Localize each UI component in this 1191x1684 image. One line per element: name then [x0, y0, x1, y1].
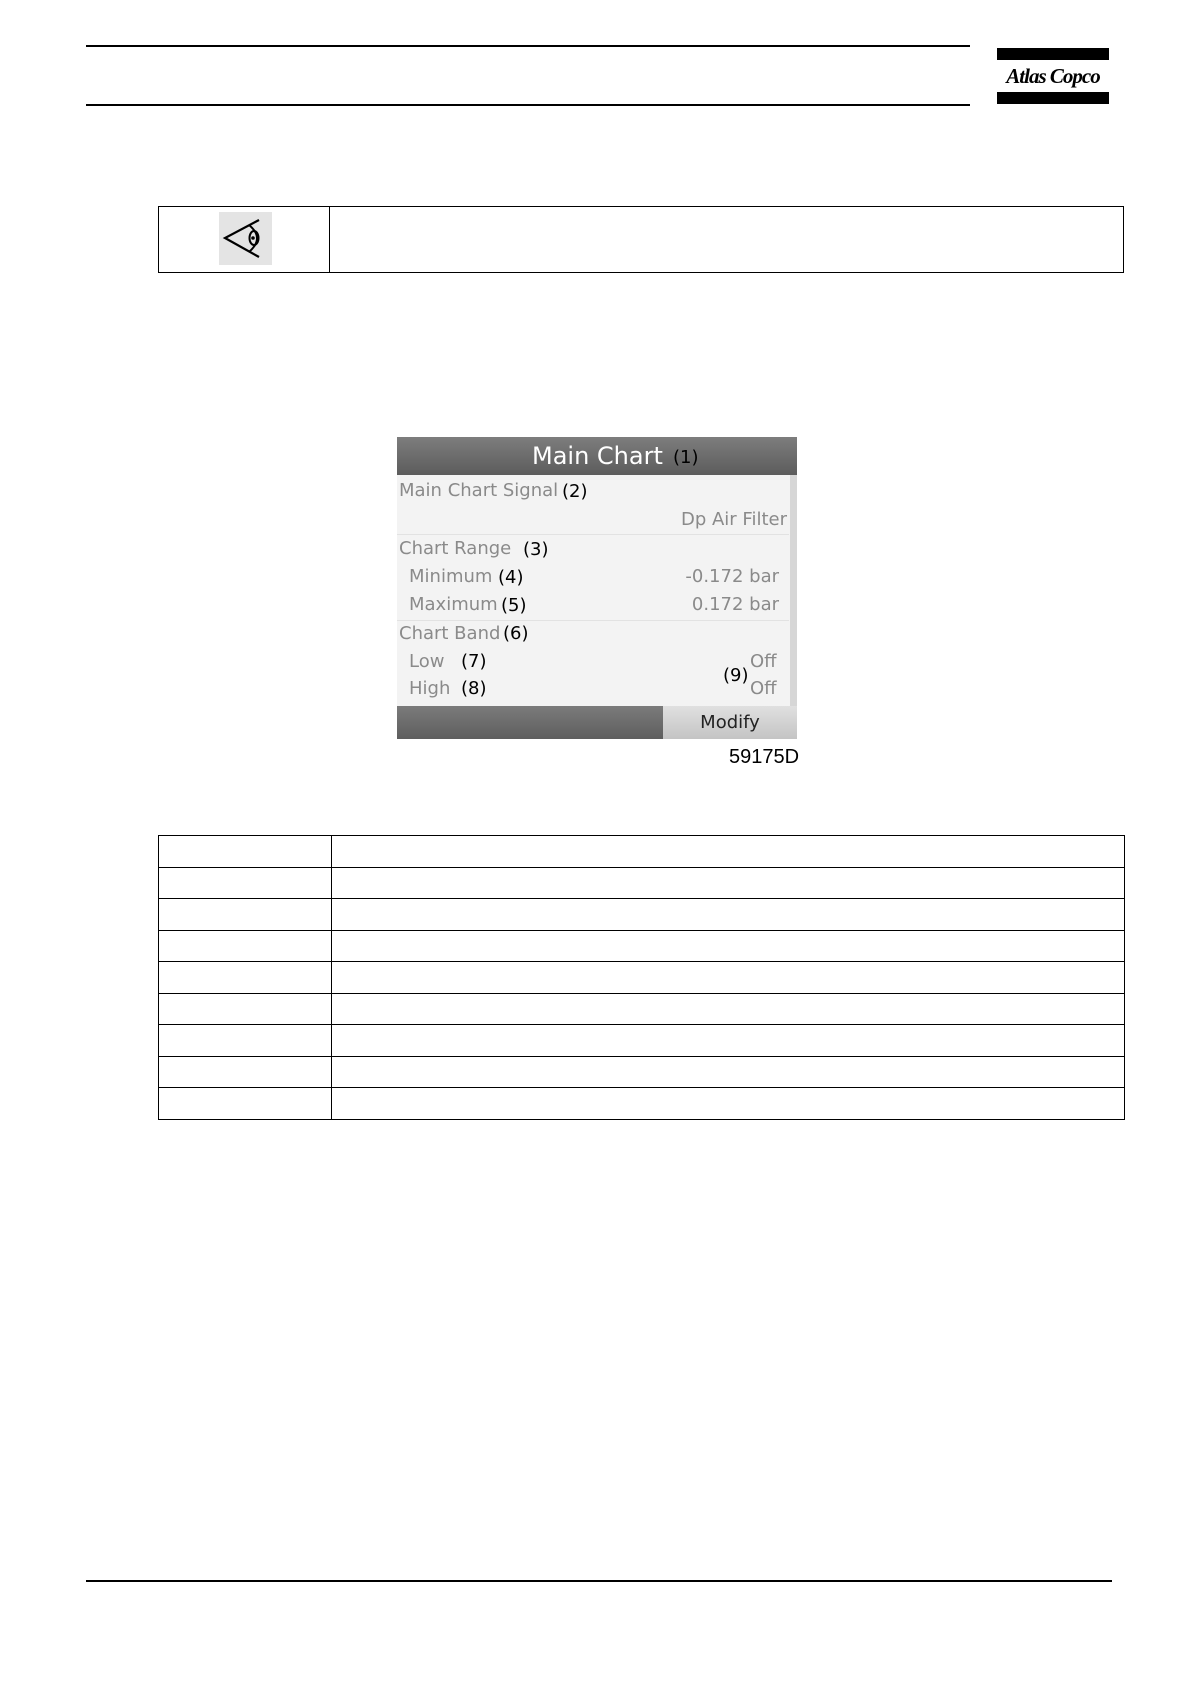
high-label: High: [409, 678, 451, 699]
legend-table: [158, 835, 1125, 1120]
separator: [397, 534, 789, 535]
low-label: Low: [409, 651, 445, 672]
legend-designation-cell: [332, 1056, 1125, 1088]
legend-row: [159, 993, 1125, 1025]
callout-9: (9): [723, 665, 749, 686]
legend-row: [159, 836, 1125, 868]
legend-designation-cell: [332, 899, 1125, 931]
legend-row: [159, 867, 1125, 899]
logo-text: Atlas Copco: [1006, 64, 1100, 88]
callout-7: (7): [461, 651, 487, 672]
legend-reference-cell: [159, 1025, 332, 1057]
legend-reference-cell: [159, 836, 332, 868]
legend-reference-cell: [159, 867, 332, 899]
legend-reference-cell: [159, 899, 332, 931]
minimum-label: Minimum: [409, 566, 493, 587]
callout-6: (6): [503, 623, 529, 644]
legend-row: [159, 1088, 1125, 1120]
screen-title-bar: [397, 437, 797, 475]
legend-reference-cell: [159, 962, 332, 994]
chart-band-label: Chart Band: [399, 623, 501, 644]
low-value[interactable]: Off: [750, 651, 777, 672]
separator: [397, 620, 789, 621]
footer-rule: [86, 1580, 1112, 1582]
chart-range-label: Chart Range: [399, 538, 512, 559]
minimum-value[interactable]: -0.172 bar: [685, 566, 779, 587]
maximum-label: Maximum: [409, 594, 498, 615]
legend-row: [159, 1056, 1125, 1088]
logo-bar-bottom: [997, 92, 1109, 104]
callout-1: (1): [673, 447, 699, 468]
screen-scrollbar[interactable]: [790, 475, 797, 706]
legend-designation-cell: [332, 930, 1125, 962]
legend-row: [159, 899, 1125, 931]
main-chart-screen: [397, 437, 797, 739]
callout-2: (2): [562, 481, 588, 502]
legend-row: [159, 930, 1125, 962]
legend-reference-cell: [159, 1088, 332, 1120]
header-rule-bottom: [86, 104, 970, 106]
eye-icon: [219, 212, 272, 265]
callout-4: (4): [498, 567, 524, 588]
screen-title: Main Chart: [532, 442, 663, 470]
callout-8: (8): [461, 678, 487, 699]
legend-designation-cell: [332, 867, 1125, 899]
atlas-copco-logo: [997, 48, 1109, 104]
legend-reference-cell: [159, 1056, 332, 1088]
main-chart-signal-value[interactable]: Dp Air Filter: [680, 509, 787, 530]
legend-row: [159, 1025, 1125, 1057]
legend-reference-cell: [159, 993, 332, 1025]
callout-3: (3): [523, 539, 549, 560]
legend-reference-cell: [159, 930, 332, 962]
note-box: [158, 206, 1124, 273]
figure-id: 59175D: [729, 746, 800, 768]
main-chart-signal-label: Main Chart Signal: [399, 480, 559, 501]
legend-designation-cell: [332, 993, 1125, 1025]
maximum-value[interactable]: 0.172 bar: [691, 594, 779, 615]
screen-footer-bar: [397, 706, 663, 739]
note-divider: [329, 207, 330, 272]
logo-bar-top: [997, 48, 1109, 60]
header-rule-top: [86, 45, 970, 47]
legend-designation-cell: [332, 1025, 1125, 1057]
legend-row: [159, 962, 1125, 994]
legend-designation-cell: [332, 962, 1125, 994]
callout-5: (5): [501, 595, 527, 616]
legend-designation-cell: [332, 1088, 1125, 1120]
modify-button[interactable]: Modify: [663, 706, 797, 739]
legend-designation-cell: [332, 836, 1125, 868]
high-value[interactable]: Off: [750, 678, 777, 699]
